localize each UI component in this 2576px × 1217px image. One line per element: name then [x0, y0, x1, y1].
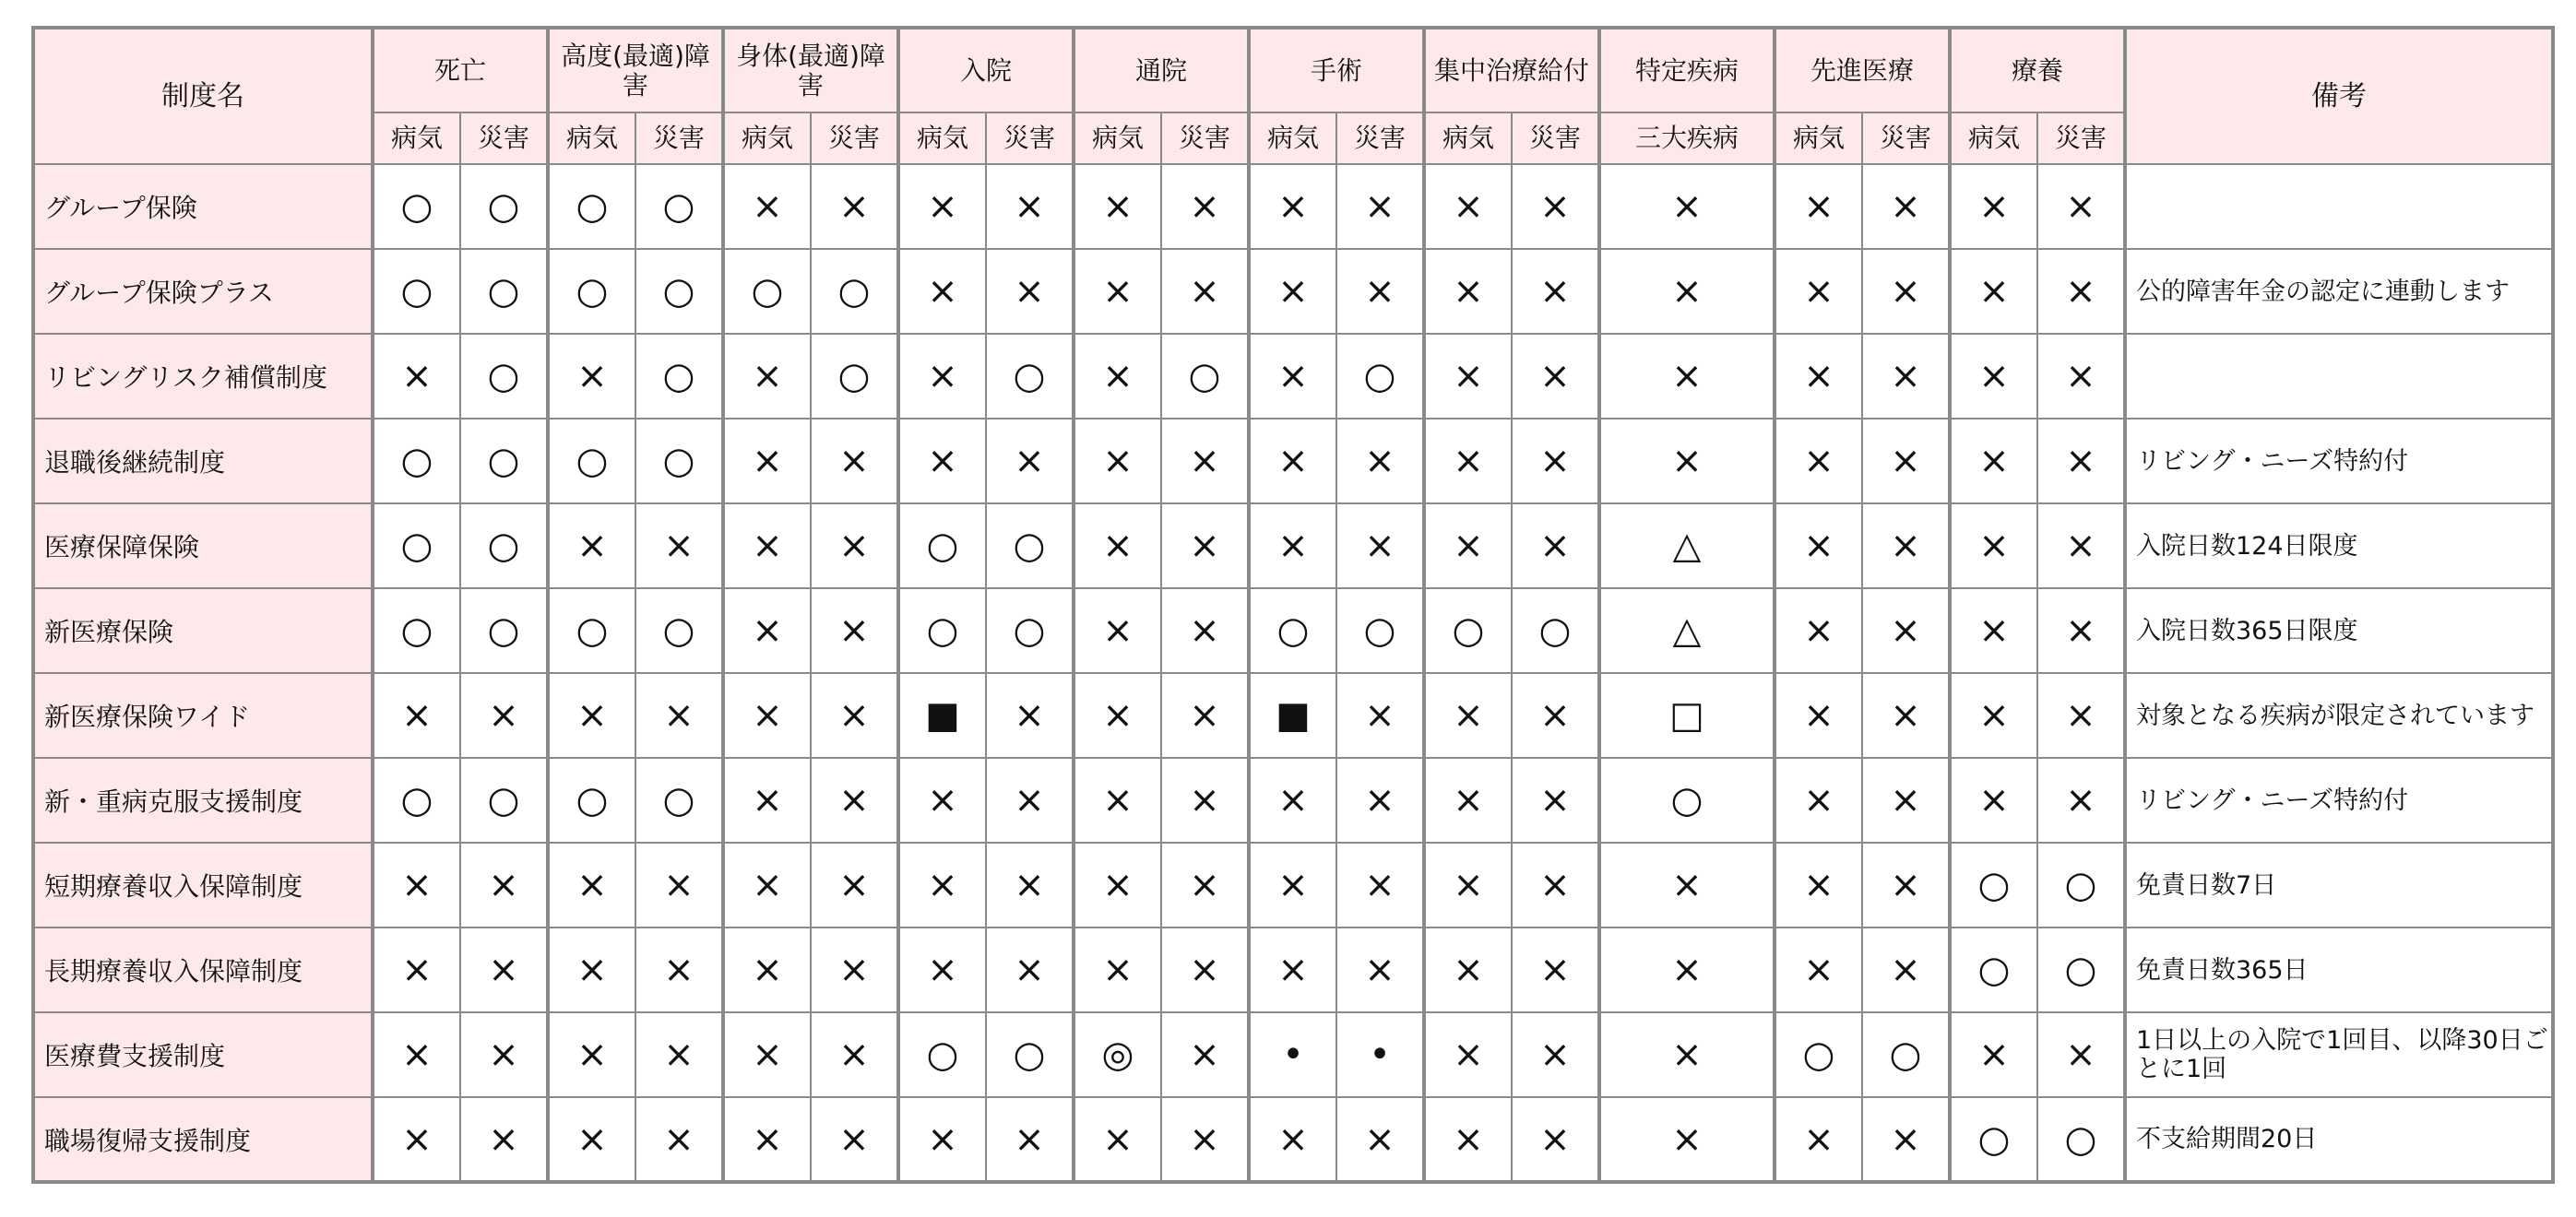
sub-header-illness: 病気 — [1074, 112, 1161, 164]
coverage-mark: × — [1862, 1097, 1950, 1182]
coverage-mark: × — [460, 1097, 548, 1182]
coverage-mark: ○ — [986, 503, 1074, 588]
row-plan-name: 短期療養収入保障制度 — [33, 843, 373, 928]
table-row — [33, 334, 2553, 419]
coverage-mark: × — [1862, 164, 1950, 249]
coverage-mark: × — [2037, 503, 2125, 588]
sub-header-illness: 病気 — [1249, 112, 1336, 164]
coverage-mark: △ — [1599, 503, 1775, 588]
coverage-mark: × — [723, 334, 811, 419]
coverage-mark: × — [635, 1012, 723, 1097]
table-row — [33, 673, 2553, 758]
coverage-mark: × — [1599, 1012, 1775, 1097]
coverage-mark: × — [898, 758, 986, 843]
coverage-mark: ○ — [373, 588, 460, 673]
coverage-mark: × — [460, 928, 548, 1012]
coverage-mark: × — [2037, 164, 2125, 249]
coverage-mark: × — [548, 1097, 635, 1182]
coverage-mark: × — [635, 843, 723, 928]
coverage-mark: × — [811, 1012, 898, 1097]
coverage-mark: • — [1249, 1012, 1336, 1097]
table-row — [33, 843, 2553, 928]
coverage-mark: × — [1512, 928, 1599, 1012]
coverage-mark: × — [460, 673, 548, 758]
coverage-mark: × — [1424, 1012, 1512, 1097]
row-note: 対象となる疾病が限定されています — [2125, 673, 2553, 758]
sub-header-accident: 災害 — [2037, 112, 2125, 164]
row-note — [2125, 334, 2553, 419]
coverage-mark: × — [1512, 249, 1599, 334]
coverage-mark: × — [1161, 673, 1249, 758]
coverage-mark: ○ — [460, 249, 548, 334]
table-row — [33, 249, 2553, 334]
coverage-mark: × — [723, 928, 811, 1012]
coverage-mark: × — [1599, 249, 1775, 334]
coverage-mark: ○ — [548, 249, 635, 334]
group-header-death: 死亡 — [373, 28, 548, 112]
coverage-mark: × — [898, 334, 986, 419]
coverage-mark: × — [1862, 334, 1950, 419]
coverage-mark: × — [1950, 249, 2037, 334]
coverage-mark: ○ — [1336, 334, 1424, 419]
coverage-mark: × — [1950, 673, 2037, 758]
row-note: リビング・ニーズ特約付 — [2125, 758, 2553, 843]
coverage-mark: × — [723, 1012, 811, 1097]
coverage-mark: × — [2037, 419, 2125, 503]
coverage-mark: × — [898, 1097, 986, 1182]
coverage-mark: × — [986, 249, 1074, 334]
coverage-mark: × — [1775, 419, 1862, 503]
coverage-mark: ○ — [2037, 928, 2125, 1012]
coverage-mark: ○ — [811, 334, 898, 419]
coverage-mark: × — [373, 928, 460, 1012]
row-note: 入院日数124日限度 — [2125, 503, 2553, 588]
coverage-mark: × — [986, 419, 1074, 503]
coverage-mark: × — [1862, 758, 1950, 843]
coverage-mark: × — [1950, 588, 2037, 673]
coverage-mark: × — [1074, 588, 1161, 673]
coverage-mark: × — [1862, 843, 1950, 928]
table-row — [33, 758, 2553, 843]
coverage-mark: × — [1599, 928, 1775, 1012]
coverage-mark: × — [635, 503, 723, 588]
sub-header-illness: 病気 — [1950, 112, 2037, 164]
coverage-mark: × — [986, 673, 1074, 758]
coverage-mark: × — [1775, 1097, 1862, 1182]
coverage-mark: × — [1950, 1012, 2037, 1097]
coverage-mark: × — [986, 928, 1074, 1012]
coverage-mark: ○ — [1424, 588, 1512, 673]
coverage-mark: × — [1161, 249, 1249, 334]
coverage-mark: × — [1862, 673, 1950, 758]
coverage-mark: ○ — [1950, 843, 2037, 928]
coverage-mark: × — [1599, 419, 1775, 503]
table-row — [33, 928, 2553, 1012]
coverage-mark: × — [1249, 843, 1336, 928]
coverage-mark: ○ — [635, 334, 723, 419]
coverage-mark: × — [635, 1097, 723, 1182]
coverage-mark: △ — [1599, 588, 1775, 673]
coverage-mark: ○ — [1950, 1097, 2037, 1182]
coverage-mark: × — [811, 758, 898, 843]
coverage-mark: ○ — [635, 758, 723, 843]
coverage-mark: × — [373, 843, 460, 928]
coverage-mark: × — [1336, 249, 1424, 334]
coverage-mark: × — [1775, 843, 1862, 928]
coverage-mark: × — [723, 758, 811, 843]
coverage-mark: ○ — [635, 249, 723, 334]
coverage-mark: × — [2037, 673, 2125, 758]
sub-header-accident: 災害 — [811, 112, 898, 164]
group-header-surgery: 手術 — [1249, 28, 1424, 112]
coverage-mark: × — [1775, 758, 1862, 843]
coverage-mark: ○ — [548, 419, 635, 503]
group-header-severe-disability: 高度(最適)障害 — [548, 28, 723, 112]
coverage-mark: ○ — [1775, 1012, 1862, 1097]
row-plan-name: 長期療養収入保障制度 — [33, 928, 373, 1012]
sub-header-illness: 病気 — [373, 112, 460, 164]
coverage-mark: × — [548, 503, 635, 588]
coverage-mark: ○ — [548, 758, 635, 843]
coverage-mark: × — [548, 1012, 635, 1097]
note-column-header: 備考 — [2125, 28, 2553, 164]
coverage-mark: × — [723, 588, 811, 673]
coverage-mark: × — [1161, 1012, 1249, 1097]
coverage-mark: × — [1512, 164, 1599, 249]
coverage-mark: ■ — [1249, 673, 1336, 758]
benefit-comparison-table-container — [31, 26, 2555, 1184]
coverage-mark: × — [460, 843, 548, 928]
coverage-mark: ○ — [723, 249, 811, 334]
row-plan-name: グループ保険プラス — [33, 249, 373, 334]
coverage-mark: ○ — [898, 588, 986, 673]
coverage-mark: × — [1599, 1097, 1775, 1182]
coverage-mark: × — [898, 249, 986, 334]
coverage-mark: × — [723, 673, 811, 758]
coverage-mark: × — [723, 419, 811, 503]
coverage-mark: × — [1424, 758, 1512, 843]
coverage-mark: × — [1074, 758, 1161, 843]
coverage-mark: × — [1249, 419, 1336, 503]
coverage-mark: × — [1599, 334, 1775, 419]
sub-header-illness: 病気 — [723, 112, 811, 164]
coverage-mark: × — [548, 843, 635, 928]
coverage-mark: × — [811, 164, 898, 249]
row-plan-name: グループ保険 — [33, 164, 373, 249]
coverage-mark: × — [811, 588, 898, 673]
coverage-mark: × — [811, 843, 898, 928]
row-plan-name: 退職後継続制度 — [33, 419, 373, 503]
coverage-mark: × — [1074, 334, 1161, 419]
coverage-mark: × — [1424, 843, 1512, 928]
coverage-mark: × — [1161, 588, 1249, 673]
coverage-mark: × — [1074, 164, 1161, 249]
coverage-mark: × — [986, 758, 1074, 843]
coverage-mark: × — [1424, 673, 1512, 758]
coverage-mark: ○ — [1336, 588, 1424, 673]
coverage-mark: × — [1775, 334, 1862, 419]
coverage-mark: ○ — [1161, 334, 1249, 419]
coverage-mark: × — [1074, 843, 1161, 928]
coverage-mark: ○ — [460, 503, 548, 588]
coverage-mark: ○ — [635, 588, 723, 673]
coverage-mark: × — [1424, 419, 1512, 503]
coverage-mark: × — [1512, 1012, 1599, 1097]
coverage-mark: × — [1512, 334, 1599, 419]
coverage-mark: ○ — [635, 164, 723, 249]
coverage-mark: × — [1249, 758, 1336, 843]
coverage-mark: ○ — [460, 588, 548, 673]
coverage-mark: ○ — [373, 249, 460, 334]
coverage-mark: × — [548, 928, 635, 1012]
coverage-mark: × — [1336, 758, 1424, 843]
coverage-mark: ○ — [1249, 588, 1336, 673]
sub-header-accident: 災害 — [460, 112, 548, 164]
coverage-mark: × — [1950, 758, 2037, 843]
coverage-mark: × — [811, 928, 898, 1012]
row-note: リビング・ニーズ特約付 — [2125, 419, 2553, 503]
coverage-mark: × — [1512, 758, 1599, 843]
table-body — [33, 164, 2553, 1182]
sub-header-accident: 災害 — [1512, 112, 1599, 164]
coverage-mark: × — [1599, 164, 1775, 249]
benefit-comparison-table — [31, 26, 2555, 1184]
row-plan-name: 職場復帰支援制度 — [33, 1097, 373, 1182]
coverage-mark: ○ — [811, 249, 898, 334]
coverage-mark: × — [1424, 334, 1512, 419]
row-note: 免責日数365日 — [2125, 928, 2553, 1012]
coverage-mark: × — [2037, 588, 2125, 673]
coverage-mark: × — [1950, 419, 2037, 503]
coverage-mark: ○ — [460, 334, 548, 419]
coverage-mark: × — [1512, 1097, 1599, 1182]
row-note: 公的障害年金の認定に連動します — [2125, 249, 2553, 334]
coverage-mark: × — [1161, 758, 1249, 843]
group-header-recuperation: 療養 — [1950, 28, 2125, 112]
coverage-mark: × — [635, 673, 723, 758]
coverage-mark: × — [2037, 1012, 2125, 1097]
coverage-mark: ○ — [1862, 1012, 1950, 1097]
coverage-mark: ○ — [986, 588, 1074, 673]
coverage-mark: ○ — [373, 164, 460, 249]
table-row — [33, 503, 2553, 588]
coverage-mark: × — [723, 503, 811, 588]
coverage-mark: × — [373, 673, 460, 758]
coverage-mark: × — [898, 164, 986, 249]
coverage-mark: ○ — [460, 419, 548, 503]
sub-header-illness: 病気 — [548, 112, 635, 164]
coverage-mark: × — [1161, 1097, 1249, 1182]
coverage-mark: × — [1161, 843, 1249, 928]
coverage-mark: × — [1862, 503, 1950, 588]
coverage-mark: ○ — [1512, 588, 1599, 673]
coverage-mark: × — [1249, 164, 1336, 249]
coverage-mark: × — [1074, 419, 1161, 503]
coverage-mark: ○ — [2037, 843, 2125, 928]
coverage-mark: × — [548, 673, 635, 758]
coverage-mark: × — [723, 843, 811, 928]
coverage-mark: × — [1950, 164, 2037, 249]
coverage-mark: × — [811, 1097, 898, 1182]
coverage-mark: × — [1249, 334, 1336, 419]
group-header-intensive-care: 集中治療給付 — [1424, 28, 1599, 112]
coverage-mark: × — [1950, 503, 2037, 588]
coverage-mark: ◎ — [1074, 1012, 1161, 1097]
coverage-mark: × — [1775, 164, 1862, 249]
coverage-mark: ○ — [460, 758, 548, 843]
coverage-mark: ○ — [635, 419, 723, 503]
coverage-mark: × — [1950, 334, 2037, 419]
table-row — [33, 1012, 2553, 1097]
sub-header-accident: 災害 — [1161, 112, 1249, 164]
coverage-mark: ○ — [373, 758, 460, 843]
coverage-mark: × — [373, 334, 460, 419]
row-note: 免責日数7日 — [2125, 843, 2553, 928]
sub-header-accident: 災害 — [1336, 112, 1424, 164]
coverage-mark: × — [1074, 249, 1161, 334]
coverage-mark: × — [898, 928, 986, 1012]
coverage-mark: × — [373, 1012, 460, 1097]
coverage-mark: × — [986, 843, 1074, 928]
coverage-mark: × — [898, 419, 986, 503]
coverage-mark: × — [811, 673, 898, 758]
coverage-mark: × — [1775, 503, 1862, 588]
coverage-mark: × — [1862, 588, 1950, 673]
sub-header-accident: 災害 — [635, 112, 723, 164]
group-header-specified-disease: 特定疾病 — [1599, 28, 1775, 112]
coverage-mark: × — [1249, 928, 1336, 1012]
coverage-mark: × — [1074, 673, 1161, 758]
coverage-mark: × — [1161, 164, 1249, 249]
coverage-mark: × — [1336, 503, 1424, 588]
coverage-mark: × — [1775, 249, 1862, 334]
coverage-mark: ○ — [898, 1012, 986, 1097]
coverage-mark: × — [1512, 673, 1599, 758]
coverage-mark: × — [811, 419, 898, 503]
coverage-mark: ○ — [460, 164, 548, 249]
coverage-mark: × — [1161, 419, 1249, 503]
coverage-mark: □ — [1599, 673, 1775, 758]
coverage-mark: ○ — [986, 334, 1074, 419]
coverage-mark: ○ — [1599, 758, 1775, 843]
coverage-mark: × — [460, 1012, 548, 1097]
coverage-mark: × — [1249, 249, 1336, 334]
coverage-mark: × — [1862, 419, 1950, 503]
coverage-mark: × — [1775, 673, 1862, 758]
name-column-header: 制度名 — [33, 28, 373, 164]
row-plan-name: 医療費支援制度 — [33, 1012, 373, 1097]
coverage-mark: × — [1336, 164, 1424, 249]
table-row — [33, 419, 2553, 503]
row-plan-name: 医療保障保険 — [33, 503, 373, 588]
coverage-mark: ○ — [2037, 1097, 2125, 1182]
coverage-mark: ○ — [373, 419, 460, 503]
group-header-physical-disability: 身体(最適)障害 — [723, 28, 898, 112]
coverage-mark: ■ — [898, 673, 986, 758]
coverage-mark: × — [1074, 503, 1161, 588]
coverage-mark: × — [1336, 928, 1424, 1012]
coverage-mark: ○ — [1950, 928, 2037, 1012]
coverage-mark: × — [1424, 164, 1512, 249]
row-plan-name: 新・重病克服支援制度 — [33, 758, 373, 843]
table-row — [33, 588, 2553, 673]
coverage-mark: ○ — [898, 503, 986, 588]
coverage-mark: × — [723, 164, 811, 249]
coverage-mark: × — [1424, 1097, 1512, 1182]
sub-header-three-major-diseases: 三大疾病 — [1599, 112, 1775, 164]
coverage-mark: × — [2037, 249, 2125, 334]
group-header-hospitalization: 入院 — [898, 28, 1074, 112]
table-row — [33, 1097, 2553, 1182]
coverage-mark: × — [1249, 503, 1336, 588]
row-note: 入院日数365日限度 — [2125, 588, 2553, 673]
coverage-mark: × — [986, 164, 1074, 249]
coverage-mark: × — [1424, 249, 1512, 334]
coverage-mark: × — [898, 843, 986, 928]
coverage-mark: × — [1599, 843, 1775, 928]
row-note — [2125, 164, 2553, 249]
row-plan-name: リビングリスク補償制度 — [33, 334, 373, 419]
row-note: 1日以上の入院で1回目、以降30日ごとに1回 — [2125, 1012, 2553, 1097]
coverage-mark: × — [1775, 588, 1862, 673]
coverage-mark: × — [1249, 1097, 1336, 1182]
coverage-mark: ○ — [986, 1012, 1074, 1097]
sub-header-accident: 災害 — [1862, 112, 1950, 164]
coverage-mark: ○ — [548, 588, 635, 673]
coverage-mark: × — [1074, 928, 1161, 1012]
coverage-mark: ○ — [373, 503, 460, 588]
group-header-advanced-medical: 先進医療 — [1775, 28, 1950, 112]
coverage-mark: × — [1775, 928, 1862, 1012]
coverage-mark: × — [986, 1097, 1074, 1182]
coverage-mark: × — [1424, 928, 1512, 1012]
row-plan-name: 新医療保険ワイド — [33, 673, 373, 758]
coverage-mark: × — [1512, 843, 1599, 928]
group-header-row — [33, 28, 2553, 112]
coverage-mark: × — [723, 1097, 811, 1182]
coverage-mark: × — [548, 334, 635, 419]
coverage-mark: × — [2037, 758, 2125, 843]
coverage-mark: × — [1512, 419, 1599, 503]
row-plan-name: 新医療保険 — [33, 588, 373, 673]
table-row — [33, 164, 2553, 249]
group-header-outpatient: 通院 — [1074, 28, 1249, 112]
coverage-mark: × — [1862, 928, 1950, 1012]
coverage-mark: × — [1161, 503, 1249, 588]
coverage-mark: × — [1512, 503, 1599, 588]
coverage-mark: × — [1161, 928, 1249, 1012]
coverage-mark: • — [1336, 1012, 1424, 1097]
sub-header-illness: 病気 — [1424, 112, 1512, 164]
coverage-mark: × — [1336, 843, 1424, 928]
sub-header-accident: 災害 — [986, 112, 1074, 164]
coverage-mark: × — [1336, 673, 1424, 758]
coverage-mark: × — [1336, 1097, 1424, 1182]
coverage-mark: × — [1424, 503, 1512, 588]
coverage-mark: × — [1862, 249, 1950, 334]
coverage-mark: × — [1336, 419, 1424, 503]
row-note: 不支給期間20日 — [2125, 1097, 2553, 1182]
coverage-mark: ○ — [548, 164, 635, 249]
coverage-mark: × — [811, 503, 898, 588]
sub-header-illness: 病気 — [898, 112, 986, 164]
coverage-mark: × — [373, 1097, 460, 1182]
coverage-mark: × — [635, 928, 723, 1012]
sub-header-illness: 病気 — [1775, 112, 1862, 164]
coverage-mark: × — [1074, 1097, 1161, 1182]
coverage-mark: × — [2037, 334, 2125, 419]
